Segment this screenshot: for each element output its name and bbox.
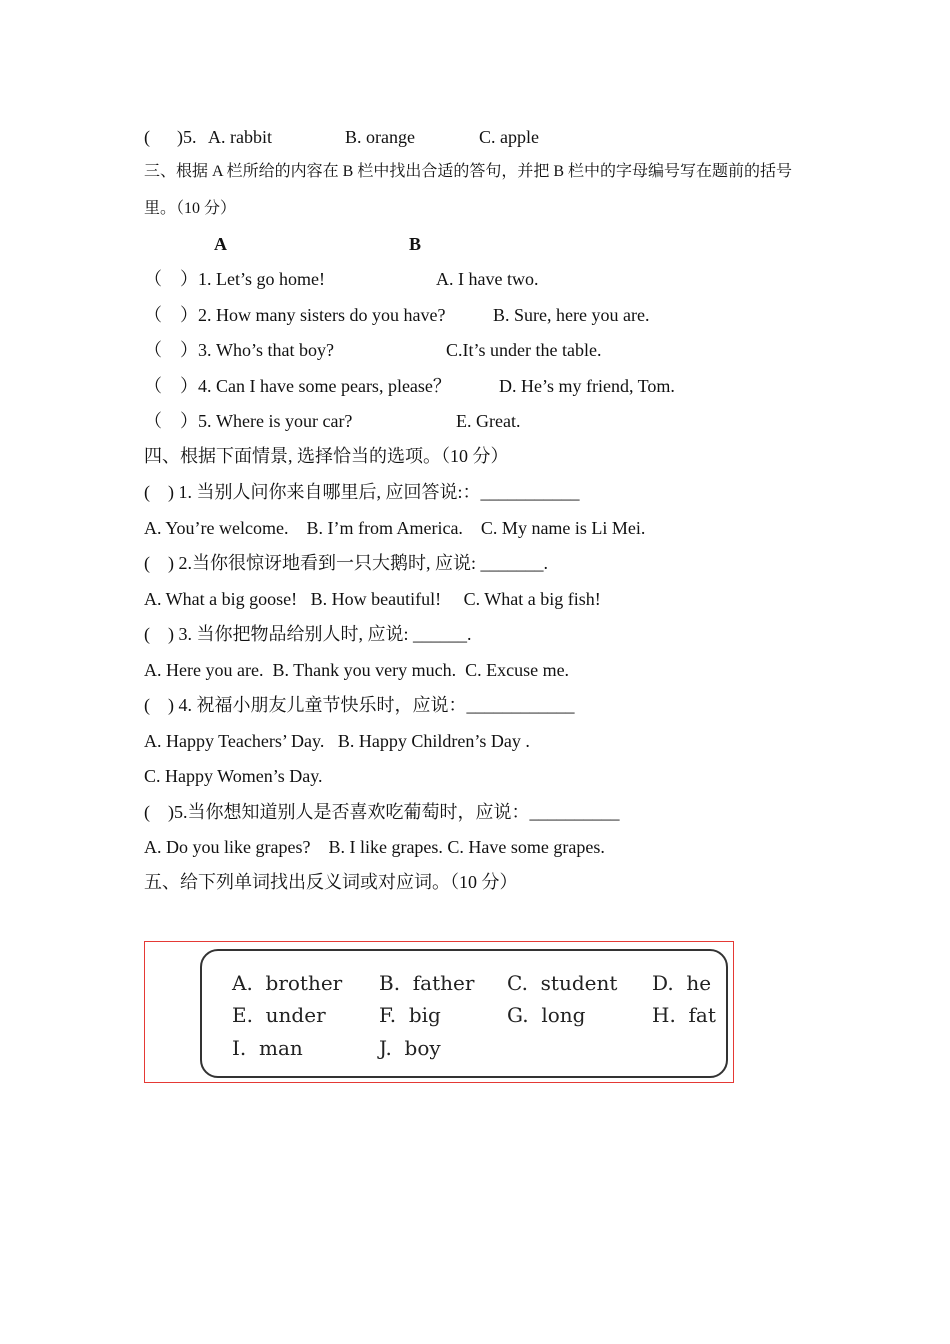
word-d: D. he	[652, 971, 712, 995]
prev-q5-paren: ( )5.	[144, 127, 197, 147]
word-j: J. boy	[379, 1036, 441, 1060]
prev-q5-option-a: A. rabbit	[208, 127, 272, 147]
word-g: G. long	[507, 1003, 586, 1027]
section3-a4: D. He’s my friend, Tom.	[499, 376, 675, 396]
section4-q2-options: A. What a big goose! B. How beautiful! C. What a big fish!	[144, 589, 601, 609]
section4-q5: ( )5.当你想知道别人是否喜欢吃葡萄时，应说：__________	[144, 802, 620, 822]
section3-q3: （ ）3. Who’s that boy?	[144, 340, 334, 360]
section4-q4: ( ) 4. 祝福小朋友儿童节快乐时，应说：____________	[144, 695, 575, 715]
section3-q4: （ ）4. Can I have some pears, please？	[144, 376, 451, 396]
section4-q3: ( ) 3. 当你把物品给别人时, 应说: ______.	[144, 624, 472, 644]
word-i: I. man	[232, 1036, 303, 1060]
prev-q5-option-c: C. apple	[479, 127, 539, 147]
section4-q4-option-c: C. Happy Women’s Day.	[144, 766, 323, 786]
word-bank-frame	[144, 941, 734, 1083]
section4-q5-options: A. Do you like grapes? B. I like grapes. C. Have some grapes.	[144, 837, 605, 857]
section3-column-a: A	[214, 234, 227, 254]
word-c: C. student	[507, 971, 618, 995]
section3-title-line2: 里。（10 分）	[144, 200, 237, 217]
word-h: H. fat	[652, 1003, 716, 1027]
prev-q5-option-b: B. orange	[345, 127, 415, 147]
section4-q4-options: A. Happy Teachers’ Day. B. Happy Children’s Day .	[144, 731, 530, 751]
section3-a2: B. Sure, here you are.	[493, 305, 650, 325]
section4-title: 四、根据下面情景, 选择恰当的选项。（10 分）	[144, 446, 509, 466]
word-b: B. father	[379, 971, 475, 995]
word-e: E. under	[232, 1003, 326, 1027]
section3-q1: （ ）1. Let’s go home!	[144, 269, 325, 289]
section3-q2: （ ）2. How many sisters do you have?	[144, 305, 446, 325]
section4-q3-options: A. Here you are. B. Thank you very much. C. Excuse me.	[144, 660, 570, 680]
section3-a5: E. Great.	[456, 411, 521, 431]
word-f: F. big	[379, 1003, 441, 1027]
section3-a3: C.It’s under the table.	[446, 340, 602, 360]
section4-q2: ( ) 2.当你很惊讶地看到一只大鹅时, 应说: _______.	[144, 553, 548, 573]
section4-q1-options: A. You’re welcome. B. I’m from America. C. My name is Li Mei.	[144, 518, 646, 538]
section3-q5: （ ）5. Where is your car?	[144, 411, 353, 431]
section3-column-b: B	[409, 234, 422, 254]
section3-a1: A. I have two.	[436, 269, 539, 289]
section4-q1: ( ) 1. 当别人问你来自哪里后, 应回答说:：___________	[144, 482, 580, 502]
section3-title-line1: 三、根据 A 栏所给的内容在 B 栏中找出合适的答句，并把 B 栏中的字母编号写在题前的括号	[144, 163, 793, 180]
section5-title: 五、给下列单词找出反义词或对应词。（10 分）	[144, 872, 518, 892]
word-bank-box	[200, 949, 728, 1078]
word-a: A. brother	[232, 971, 343, 995]
